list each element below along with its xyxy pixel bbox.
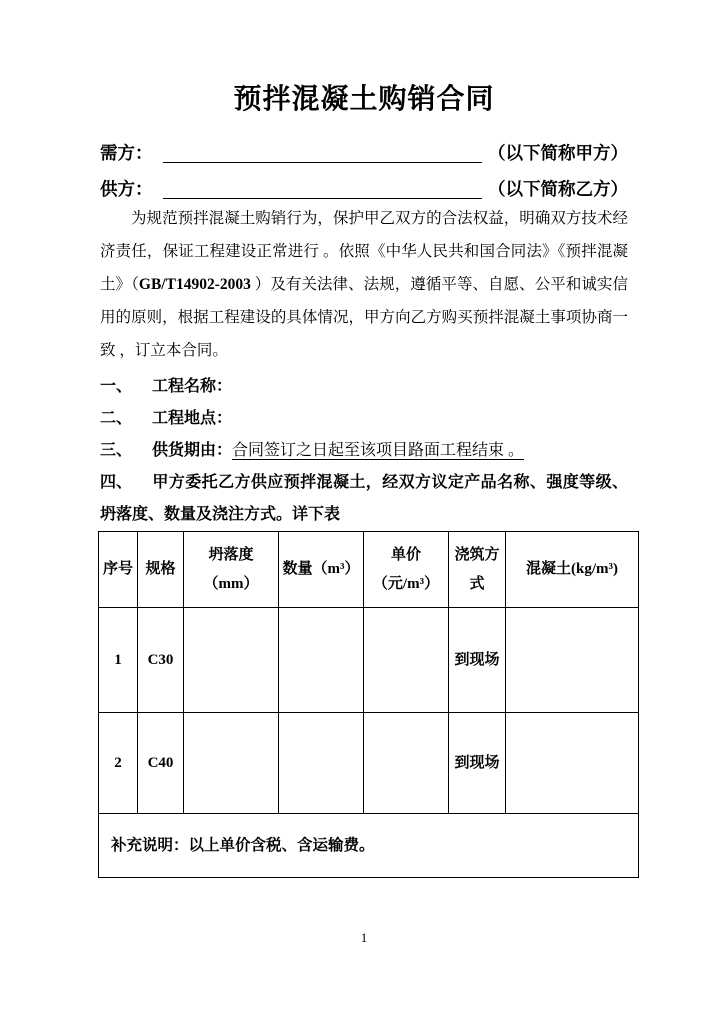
clause-label: 工程名称：: [152, 378, 233, 395]
buyer-label: 需方：: [100, 143, 153, 163]
cell-unit-price: [364, 713, 449, 814]
preamble-paragraph: [100, 202, 628, 367]
col-header-spec: 规格: [138, 532, 184, 608]
supplier-label: 供方：: [100, 179, 153, 199]
standard-code: GB/T14902-2003: [138, 276, 251, 293]
cell-spec: C30: [138, 608, 184, 713]
cell-unit-price: [364, 608, 449, 713]
col-header-quantity: 数量（m³）: [279, 532, 364, 608]
clause-number: 四、: [100, 474, 133, 491]
cell-concrete: [506, 713, 639, 814]
supplier-row: [100, 176, 628, 202]
cell-slump: [184, 713, 279, 814]
supplementary-note: 补充说明：以上单价含税、含运输费。: [99, 814, 639, 878]
cell-concrete: [506, 608, 639, 713]
supply-period-value: 合同签订之日起至该项目路面工程结束 。: [232, 442, 525, 459]
clause-entrustment: [100, 467, 628, 531]
clause-project-location: [100, 403, 628, 435]
clause-number: 一、: [100, 378, 133, 395]
cell-seq: 2: [99, 713, 138, 814]
clause-project-name: [100, 371, 628, 403]
preamble-text-before: 为规范预拌混凝土购销行为，保护甲乙双方的合法权益，明确双方技术经济责任，保证工程建设正常进行 。依照《中华人民共和国合同法》《预拌混凝土》（: [100, 210, 628, 293]
table-row: [99, 713, 639, 814]
preamble-text-after: ）及有关法律、法规，遵循平等、自愿、公平和诚实信用的原则，根据工程建设的具体情况，甲方向乙方购买预拌混凝土事项协商一致 ，订立本合同。: [100, 276, 628, 359]
col-header-pour-method: 浇筑方式: [449, 532, 506, 608]
supplier-alias: （以下简称乙方）: [488, 179, 628, 199]
page-title: 预拌混凝土购销合同: [233, 84, 495, 115]
col-header-concrete: 混凝土(kg/m³): [506, 532, 639, 608]
cell-slump: [184, 608, 279, 713]
table-header-row: [99, 532, 639, 608]
cell-spec: C40: [138, 713, 184, 814]
clause-label: 供货期由：: [152, 442, 233, 459]
cell-pour-method: 到现场: [449, 608, 506, 713]
col-header-unit-price: 单价（元/m³）: [364, 532, 449, 608]
cell-seq: 1: [99, 608, 138, 713]
clause-number: 二、: [100, 410, 133, 427]
clause-text: 甲方委托乙方供应预拌混凝土，经双方议定产品名称、强度等级、坍落度、数量及浇注方式。详下表: [100, 474, 628, 523]
clause-list: [100, 371, 628, 531]
table-row: [99, 608, 639, 713]
col-header-slump: 坍落度（mm）: [184, 532, 279, 608]
supplier-blank-field: [163, 180, 483, 199]
buyer-alias: （以下简称甲方）: [488, 143, 628, 163]
col-header-seq: 序号: [99, 532, 138, 608]
buyer-row: [100, 140, 628, 166]
clause-number: 三、: [100, 442, 133, 459]
cell-pour-method: 到现场: [449, 713, 506, 814]
clause-supply-period: [100, 435, 628, 467]
product-table: [98, 531, 639, 878]
buyer-blank-field: [163, 144, 483, 163]
cell-quantity: [279, 713, 364, 814]
page-number: 1: [360, 930, 368, 945]
clause-label: 工程地点：: [152, 410, 233, 427]
cell-quantity: [279, 608, 364, 713]
table-footer-row: [99, 814, 639, 878]
